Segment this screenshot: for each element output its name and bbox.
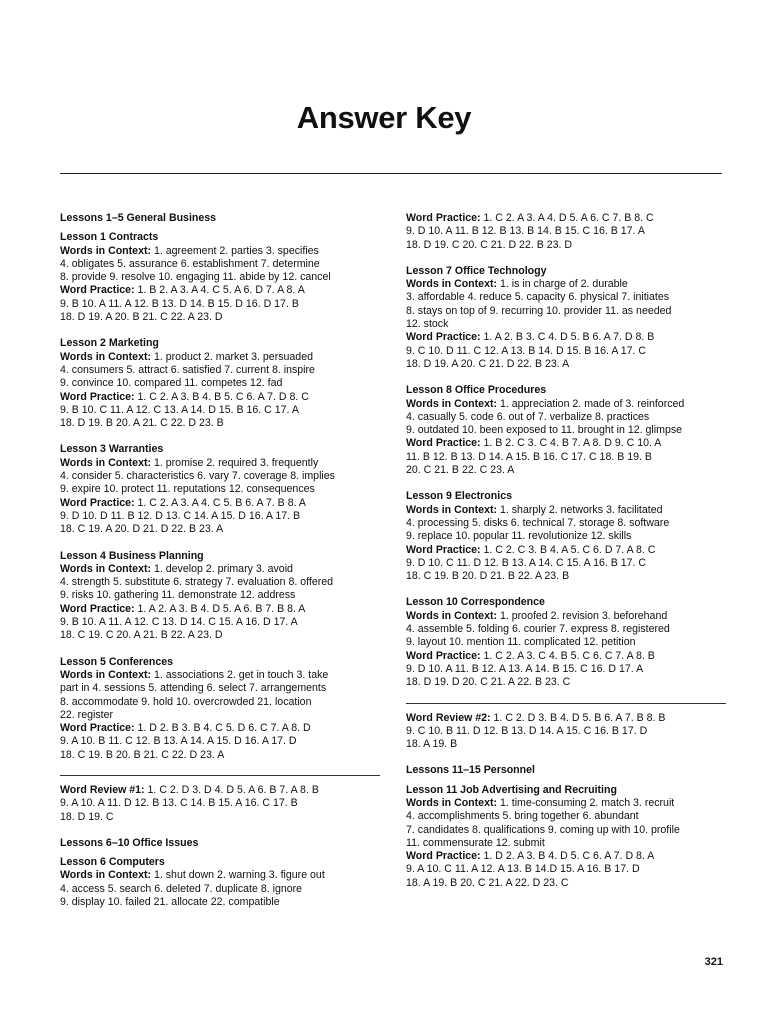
answer-line [60,616,380,629]
answer-label: Word Practice: [406,212,481,224]
answer-line [406,225,726,238]
section-divider [406,703,726,704]
answer-line [60,483,380,496]
answer-line [406,810,726,823]
lesson-block [406,596,726,689]
answer-line [60,563,380,576]
answer-block [60,784,380,824]
answer-text: 1. A 2. A 3. B 4. D 5. A 6. B 7. B 8. A [134,602,306,615]
section-heading: Lessons 6–10 Office Issues [60,836,199,849]
answer-line [60,869,380,882]
answer-text: 1. shut down 2. warning 3. figure out [151,869,325,882]
answer-line [406,504,726,517]
answer-text: 4. processing 5. disks 6. technical 7. storage 8. software [406,516,670,529]
answer-line [406,318,726,331]
answer-label: Words in Context: [406,796,498,809]
lesson-title: Lesson 4 Business Planning [60,549,204,562]
answer-text: 1. C 2. A 3. A 4. C 5. B 6. A 7. B 8. A [134,496,306,509]
answer-line [60,589,380,602]
answer-text: 9. C 10. D 11. C 12. A 13. B 14. D 15. B 16. A 17. C [406,344,647,357]
answer-line [406,451,726,464]
answer-text: 4. assemble 5. folding 6. courier 7. express 8. registered [406,623,670,636]
answer-label: Words in Context: [60,350,152,363]
left-column [60,212,380,922]
answer-line [406,345,726,358]
answer-text: 1. promise 2. required 3. frequently [151,456,319,469]
lesson-block [60,443,380,536]
answer-line [406,278,726,291]
lesson-title: Lesson 2 Marketing [60,337,159,350]
answer-label: Words in Context: [406,503,498,516]
lesson-block [60,337,380,430]
answer-label: Word Practice: [406,331,481,344]
lesson-title: Lesson 8 Office Procedures [406,384,547,397]
answer-line [60,523,380,536]
answer-label: Word Practice: [60,390,135,403]
answer-text: 1. A 2. B 3. C 4. D 5. B 6. A 7. D 8. B [480,331,655,344]
answer-text: 1. D 2. B 3. B 4. C 5. D 6. C 7. A 8. D [134,722,311,735]
answer-text: 4. access 5. search 6. deleted 7. duplicate 8. ignore [60,882,303,895]
answer-label: Words in Context: [406,278,498,291]
answer-text: 11. B 12. B 13. D 14. A 15. B 16. C 17. C 18. B 19. B [406,450,652,463]
answer-text: 9. convince 10. compared 11. competes 12. fad [60,377,283,390]
title-divider [60,173,722,174]
answer-line [406,725,726,738]
answer-line [60,258,380,271]
answer-text: 9. A 10. C 11. A 12. A 13. B 14.D 15. A 16. B 17. D [406,863,640,876]
answer-line [60,722,380,735]
answer-text: 18. D 19. A 20. B 21. C 22. A 23. D [60,311,223,324]
answer-text: 1. product 2. market 3. persuaded [151,350,313,363]
answer-label: Words in Context: [60,668,152,681]
answer-label: Word Review #2: [406,711,491,724]
answer-line [60,749,380,762]
lesson-block [406,265,726,371]
answer-text: 18. C 19. A 20. D 21. D 22. B 23. A [60,523,224,536]
answer-text: 20. C 21. B 22. C 23. A [406,464,515,477]
answer-line [60,311,380,324]
answer-line [406,437,726,450]
lesson-block [60,550,380,643]
answer-line [406,824,726,837]
answer-block [406,212,726,252]
answer-text: 1. is in charge of 2. durable [497,278,628,291]
answer-text: 1. appreciation 2. made of 3. reinforced [497,397,685,410]
answer-line [406,305,726,318]
answer-line [406,797,726,810]
answer-line [406,837,726,850]
answer-label: Word Review #1: [60,783,145,796]
answer-text: 8. stays on top of 9. recurring 10. provider 11. as needed [406,304,672,317]
answer-text: 8. provide 9. resolve 10. engaging 11. abide by 12. cancel [60,271,331,284]
answer-line [406,850,726,863]
answer-line [406,358,726,371]
answer-text: 1. C 2. A 3. C 4. B 5. C 6. C 7. A 8. B [480,649,655,662]
answer-line [406,610,726,623]
answer-text: 9. D 10. C 11. D 12. B 13. A 14. C 15. A 16. B 17. C [406,556,647,569]
answer-line [60,709,380,722]
lesson-block [406,490,726,583]
answer-text: 11. commensurate 12. submit [406,836,545,849]
answer-text: 9. A 10. A 11. D 12. B 13. C 14. B 15. A 16. C 17. B [60,797,298,810]
answer-line [60,457,380,470]
answer-label: Words in Context: [406,609,498,622]
answer-block [406,712,726,752]
answer-line [406,331,726,344]
answer-line [406,623,726,636]
answer-text: 9. A 10. B 11. C 12. B 13. A 14. A 15. D 16. A 17. D [60,735,297,748]
answer-text: 4. strength 5. substitute 6. strategy 7. evaluation 8. offered [60,576,334,589]
answer-text: 4. consumers 5. attract 6. satisfied 7. current 8. inspire [60,363,315,376]
answer-text: 1. sharply 2. networks 3. facilitated [497,503,663,516]
lesson-title: Lesson 9 Electronics [406,490,512,503]
lesson-title: Lesson 5 Conferences [60,655,174,668]
answer-text: 9. D 10. A 11. B 12. B 13. B 14. B 15. C 16. B 17. A [406,225,645,238]
answer-line [60,510,380,523]
lesson-block [406,784,726,890]
page-title: Answer Key [296,100,472,135]
answer-line [60,735,380,748]
answer-text: 18. D 19. A 20. C 21. D 22. B 23. A [406,357,570,370]
lesson-block [406,384,726,477]
lesson-title: Lesson 6 Computers [60,856,165,869]
answer-line [60,391,380,404]
answer-text: 18. D 19. B 20. A 21. C 22. D 23. B [60,417,224,430]
answer-text: 18. C 19. B 20. B 21. C 22. D 23. A [60,748,225,761]
answer-text: 18. A 19. B 20. C 21. A 22. D 23. C [406,876,569,889]
answer-text: 12. stock [406,318,449,331]
answer-text: 9. replace 10. popular 11. revolutionize 12. skills [406,530,632,543]
answer-line [60,298,380,311]
answer-text: 9. B 10. A 11. A 12. C 13. D 14. C 15. A 16. D 17. A [60,616,298,629]
answer-line [406,291,726,304]
answer-text: 18. D 19. C [60,810,114,823]
answer-text: 9. B 10. A 11. A 12. B 13. D 14. B 15. D 16. D 17. B [60,297,299,310]
answer-line [406,877,726,890]
answer-line [406,530,726,543]
answer-text: 18. A 19. B [406,738,458,751]
answer-line [406,557,726,570]
answer-text: 9. display 10. failed 21. allocate 22. compatible [60,896,280,909]
page-number: 321 [704,956,723,968]
answer-text: 1. agreement 2. parties 3. specifies [151,244,319,257]
answer-line [60,576,380,589]
answer-line [406,650,726,663]
answer-line [406,398,726,411]
answer-line [60,417,380,430]
answer-label: Word Practice: [60,722,135,735]
answer-text: 1. D 2. A 3. B 4. D 5. C 6. A 7. D 8. A [480,850,655,863]
answer-line [60,682,380,695]
answer-text: 9. expire 10. protect 11. reputations 12. consequences [60,483,315,496]
answer-line [60,603,380,616]
lesson-title: Lesson 3 Warranties [60,443,164,456]
lesson-block [60,856,380,909]
answer-line [60,883,380,896]
answer-label: Word Practice: [60,602,135,615]
answer-text: 1. C 2. A 3. B 4. B 5. C 6. A 7. D 8. C [134,390,309,403]
answer-line [60,811,380,824]
answer-line [60,364,380,377]
answer-line [406,212,726,225]
answer-label: Words in Context: [60,869,152,882]
answer-line [60,896,380,909]
answer-line [60,797,380,810]
lesson-title: Lesson 10 Correspondence [406,596,545,609]
answer-line [60,351,380,364]
answer-line [406,712,726,725]
answer-text: 4. obligates 5. assurance 6. establishment 7. determine [60,257,320,270]
answer-text: 4. accomplishments 5. bring together 6. abundant [406,810,639,823]
answer-label: Words in Context: [60,562,152,575]
answer-line [60,404,380,417]
answer-line [406,663,726,676]
answer-text: 18. D 19. C 20. C 21. D 22. B 23. D [406,238,573,251]
section-heading: Lessons 11–15 Personnel [406,764,535,777]
answer-line [60,629,380,642]
answer-line [60,696,380,709]
answer-text: 1. C 2. D 3. B 4. D 5. B 6. A 7. B 8. B [490,711,666,724]
answer-line [406,239,726,252]
answer-text: 9. layout 10. mention 11. complicated 12. petition [406,636,636,649]
answer-label: Word Practice: [406,543,481,556]
lesson-title: Lesson 11 Job Advertising and Recruiting [406,783,617,796]
answer-text: 18. D 19. D 20. C 21. A 22. B 23. C [406,676,571,689]
answer-line [60,284,380,297]
answer-line [406,676,726,689]
answer-label: Word Practice: [406,649,481,662]
answer-line [406,411,726,424]
section-divider [60,775,380,776]
answer-text: 1. C 2. D 3. D 4. D 5. A 6. B 7. A 8. B [144,783,319,796]
answer-line [406,636,726,649]
answer-text: 9. D 10. A 11. B 12. A 13. A 14. B 15. C 16. D 17. A [406,662,644,675]
answer-text: 9. risks 10. gathering 11. demonstrate 12. address [60,589,296,602]
answer-line [406,517,726,530]
answer-text: 9. B 10. C 11. A 12. C 13. A 14. D 15. B 16. C 17. A [60,403,299,416]
answer-line [60,245,380,258]
answer-text: 1. C 2. C 3. B 4. A 5. C 6. D 7. A 8. C [480,543,656,556]
answer-text: 1. develop 2. primary 3. avoid [151,562,293,575]
right-column [406,212,726,903]
lesson-title: Lesson 1 Contracts [60,231,159,244]
answer-label: Word Practice: [406,437,481,450]
answer-label: Word Practice: [60,496,135,509]
answer-label: Word Practice: [406,850,481,863]
answer-text: 9. outdated 10. been exposed to 11. brought in 12. glimpse [406,424,683,437]
answer-line [60,497,380,510]
answer-line [60,784,380,797]
answer-line [60,669,380,682]
answer-line [60,470,380,483]
answer-line [406,464,726,477]
answer-line [406,738,726,751]
answer-text: 7. candidates 8. qualifications 9. coming up with 10. profile [406,823,680,836]
answer-line [406,544,726,557]
lesson-block [60,231,380,324]
answer-text: 8. accommodate 9. hold 10. overcrowded 21. location [60,695,312,708]
answer-line [60,271,380,284]
answer-text: 1. associations 2. get in touch 3. take [151,668,329,681]
answer-line [406,424,726,437]
lesson-title: Lesson 7 Office Technology [406,264,547,277]
answer-text: 18. C 19. C 20. A 21. B 22. A 23. D [60,629,223,642]
answer-text: 22. register [60,708,113,721]
answer-line [60,377,380,390]
answer-text: part in 4. sessions 5. attending 6. select 7. arrangements [60,682,327,695]
answer-text: 3. affordable 4. reduce 5. capacity 6. physical 7. initiates [406,291,670,304]
answer-label: Words in Context: [60,456,152,469]
answer-text: 1. time-consuming 2. match 3. recruit [497,796,675,809]
answer-text: 1. B 2. C 3. C 4. B 7. A 8. D 9. C 10. A [480,437,662,450]
section-heading: Lessons 1–5 General Business [60,212,217,224]
lesson-block [60,656,380,762]
answer-line [406,570,726,583]
answer-label: Word Practice: [60,284,135,297]
answer-text: 9. C 10. B 11. D 12. B 13. D 14. A 15. C 16. B 17. D [406,724,648,737]
answer-text: 18. C 19. B 20. D 21. B 22. A 23. B [406,570,570,583]
answer-text: 1. B 2. A 3. A 4. C 5. A 6. D 7. A 8. A [134,284,305,297]
answer-text: 9. D 10. D 11. B 12. D 13. C 14. A 15. D 16. A 17. B [60,509,301,522]
answer-label: Words in Context: [60,244,152,257]
answer-text: 4. casually 5. code 6. out of 7. verbalize 8. practices [406,410,650,423]
answer-label: Words in Context: [406,397,498,410]
answer-text: 4. consider 5. characteristics 6. vary 7. coverage 8. implies [60,470,335,483]
answer-line [406,863,726,876]
answer-text: 1. proofed 2. revision 3. beforehand [497,609,668,622]
answer-text: 1. C 2. A 3. A 4. D 5. A 6. C 7. B 8. C [480,212,654,224]
